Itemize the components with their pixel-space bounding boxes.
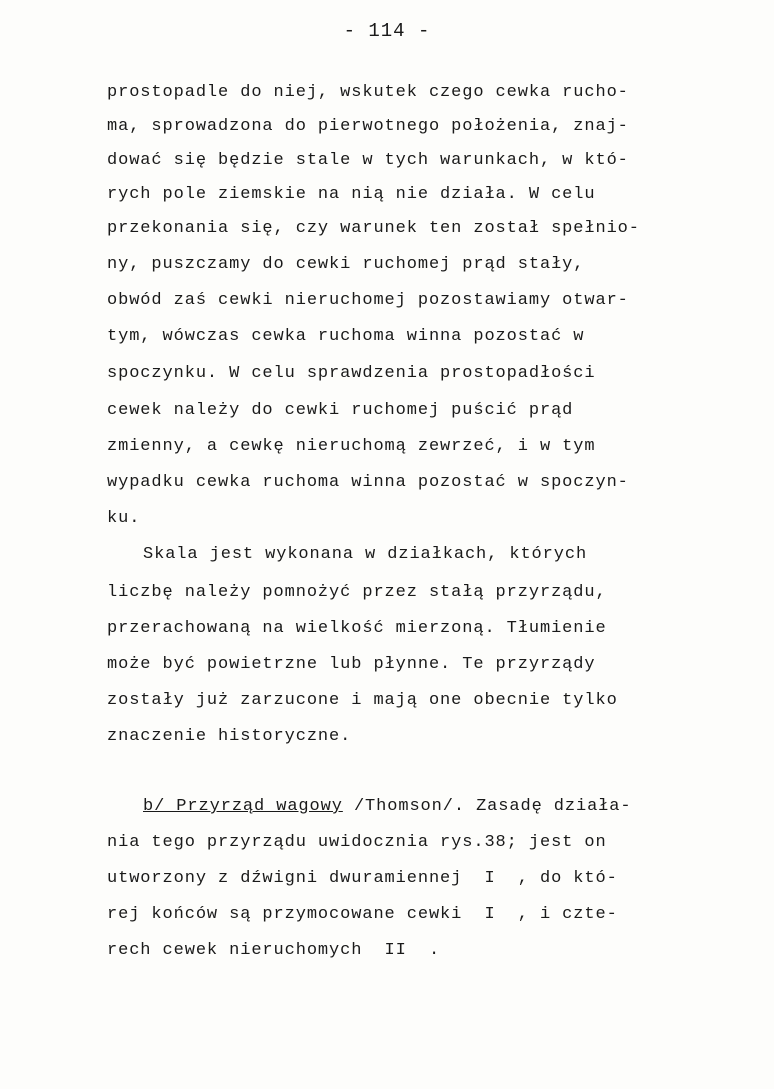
section-b-heading-line [143,796,632,818]
text-line: liczbę należy pomnożyć przez stałą przyrządu, [107,583,607,602]
text-line: rej końców są przymocowane cewki I , i czte- [107,905,618,924]
text-line: wypadku cewka ruchoma winna pozostać w spoczyn- [107,473,629,492]
section-heading: b/ Przyrząd wagowy [143,797,343,816]
text-line: tym, wówczas cewka ruchoma winna pozostać w [107,327,585,346]
text-line: Skala jest wykonana w działkach, których [143,545,588,564]
text-line: rech cewek nieruchomych II . [107,941,441,960]
text-line: spoczynku. W celu sprawdzenia prostopadłości [107,364,596,383]
section-heading-rest: /Thomson/. Zasadę działa- [342,797,632,816]
text-line: znaczenie historyczne. [107,727,352,746]
text-line: obwód zaś cewki nieruchomej pozostawiamy otwar- [107,291,629,310]
text-line: ku. [107,509,141,528]
text-line: utworzony z dźwigni dwuramiennej I , do któ- [107,869,618,888]
text-line: ny, puszczamy do cewki ruchomej prąd stały, [107,255,585,274]
text-line: przerachowaną na wielkość mierzoną. Tłumienie [107,619,607,638]
text-line: nia tego przyrządu uwidocznia rys.38; jest on [107,833,607,852]
text-line: przekonania się, czy warunek ten został spełnio- [107,219,640,238]
text-line: zmienny, a cewkę nieruchomą zewrzeć, i w tym [107,437,596,456]
text-line: prostopadle do niej, wskutek czego cewka rucho- [107,83,629,102]
text-line: rych pole ziemskie na nią nie działa. W celu [107,185,596,204]
text-line: zostały już zarzucone i mają one obecnie tylko [107,691,618,710]
text-line: cewek należy do cewki ruchomej puścić prąd [107,401,574,420]
page-number: - 114 - [343,20,431,42]
text-line: dować się będzie stale w tych warunkach, w któ- [107,151,629,170]
text-line: ma, sprowadzona do pierwotnego położenia, znaj- [107,117,629,136]
text-line: może być powietrzne lub płynne. Te przyrządy [107,655,596,674]
